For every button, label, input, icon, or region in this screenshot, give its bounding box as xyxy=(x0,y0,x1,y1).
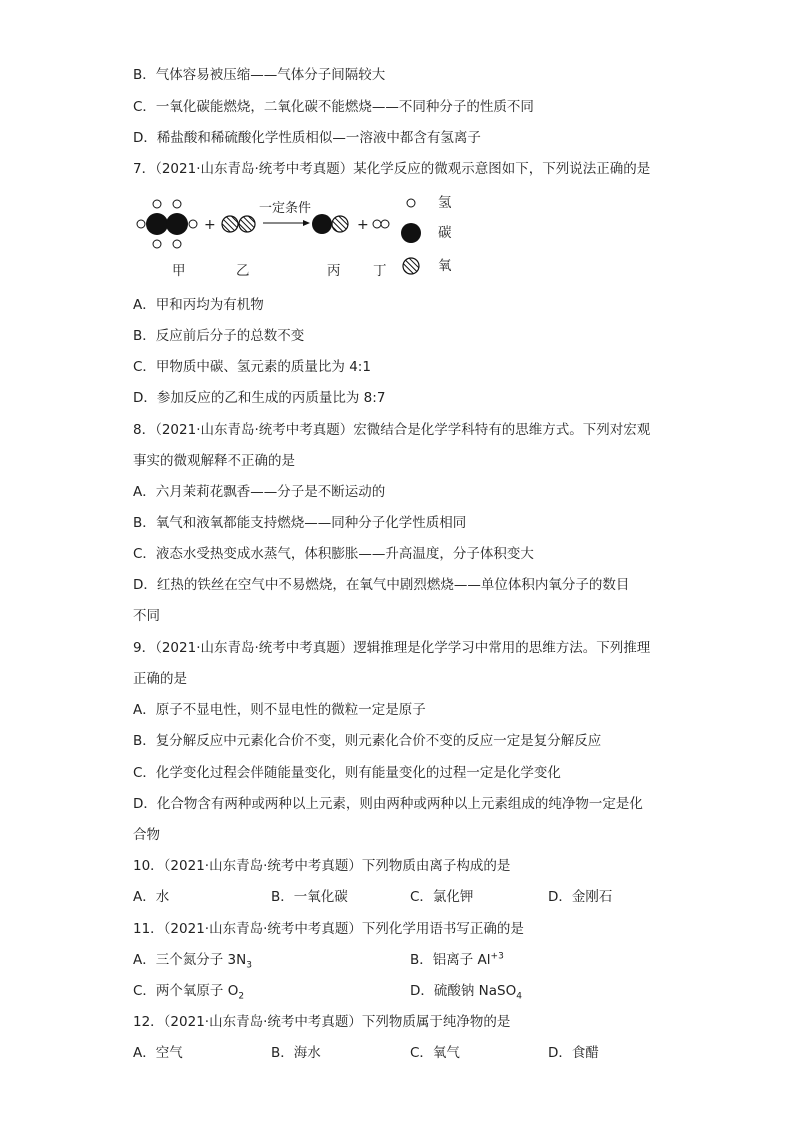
legend-hydrogen-icon xyxy=(407,199,415,207)
q11-option-a-text: A．三个氮分子 3N xyxy=(133,952,247,968)
legend-oxygen-icon xyxy=(403,258,419,274)
label-ding: 丁 xyxy=(373,263,387,279)
q9-option-d: D．化合物含有两种或两种以上元素，则由两种或两种以上元素组成的纯净物一定是化 xyxy=(133,796,643,812)
q7-option-a: A．甲和丙均为有机物 xyxy=(133,297,264,313)
molecule-yi xyxy=(222,216,255,232)
q8-option-a: A．六月茉莉花飘香——分子是不断运动的 xyxy=(133,484,386,500)
q7-option-b: B．反应前后分子的总数不变 xyxy=(133,328,305,344)
q7-option-d: D．参加反应的乙和生成的丙质量比为 8:7 xyxy=(133,390,386,406)
legend-hydrogen-label: 氢 xyxy=(438,195,452,211)
q10-option-a: A．水 xyxy=(133,889,170,905)
q11-stem: 11．（2021·山东青岛·统考中考真题）下列化学用语书写正确的是 xyxy=(133,921,524,937)
q11-option-b-sup: +3 xyxy=(490,951,504,962)
legend-carbon-icon xyxy=(401,223,421,243)
q7-stem: 7．（2021·山东青岛·统考中考真题）某化学反应的微观示意图如下，下列说法正确的是 xyxy=(133,161,651,177)
q10-option-c: C．氯化钾 xyxy=(410,889,474,905)
q11-option-c xyxy=(133,982,244,1000)
arrow-head-icon xyxy=(303,220,310,226)
q6-option-d: D．稀盐酸和稀硫酸化学性质相似—一溶液中都含有氢离子 xyxy=(133,130,481,146)
reaction-condition: 一定条件 xyxy=(259,201,312,216)
q10-stem: 10．（2021·山东青岛·统考中考真题）下列物质由离子构成的是 xyxy=(133,858,511,874)
q11-option-c-text: C．两个氧原子 O xyxy=(133,983,239,999)
q11-option-a-sub: 3 xyxy=(246,960,252,971)
q8-stem-line1: 8．（2021·山东青岛·统考中考真题）宏微结合是化学学科特有的思维方式。下列对宏观 xyxy=(133,422,651,438)
q9-option-c: C．化学变化过程会伴随能量变化，则有能量变化的过程一定是化学变化 xyxy=(133,765,561,781)
q10-option-b: B．一氧化碳 xyxy=(271,889,348,905)
q9-option-a: A．原子不显电性，则不显电性的微粒一定是原子 xyxy=(133,702,426,718)
q8-option-d: D．红热的铁丝在空气中不易燃烧，在氧气中剧烈燃烧——单位体积内氧分子的数目 xyxy=(133,577,630,593)
q12-option-c: C．氧气 xyxy=(410,1045,460,1061)
label-yi: 乙 xyxy=(236,263,250,279)
q7-option-c: C．甲物质中碳、氢元素的质量比为 4:1 xyxy=(133,359,371,375)
molecule-bing xyxy=(312,214,348,234)
q8-option-c: C．液态水受热变成水蒸气，体积膨胀——升高温度，分子体积变大 xyxy=(133,546,534,562)
q11-option-b xyxy=(410,951,504,969)
label-jia: 甲 xyxy=(172,263,186,279)
q6-option-b: B．气体容易被压缩——气体分子间隔较大 xyxy=(133,67,386,83)
q11-option-b-text: B．铝离子 Al xyxy=(410,952,491,968)
plus-sign-1: + xyxy=(204,217,216,233)
q9-stem-line2: 正确的是 xyxy=(133,671,187,687)
q12-option-d: D．食醋 xyxy=(548,1045,599,1061)
legend-carbon-label: 碳 xyxy=(438,225,452,241)
q10-option-d: D．金刚石 xyxy=(548,889,613,905)
molecule-ding xyxy=(373,220,389,228)
plus-sign-2: + xyxy=(357,217,369,233)
q8-option-b: B．氧气和液氧都能支持燃烧——同种分子化学性质相同 xyxy=(133,515,467,531)
q6-option-c: C．一氧化碳能燃烧，二氧化碳不能燃烧——不同种分子的性质不同 xyxy=(133,99,534,115)
q9-stem-line1: 9．（2021·山东青岛·统考中考真题）逻辑推理是化学学习中常用的思维方法。下列推理 xyxy=(133,640,651,656)
q12-option-b: B．海水 xyxy=(271,1045,321,1061)
q11-option-d xyxy=(410,982,522,1000)
q12-stem: 12．（2021·山东青岛·统考中考真题）下列物质属于纯净物的是 xyxy=(133,1014,511,1030)
q12-option-a: A．空气 xyxy=(133,1045,183,1061)
q8-stem-line2: 事实的微观解释不正确的是 xyxy=(133,453,295,469)
q11-option-c-sub: 2 xyxy=(238,991,245,1002)
q8-option-d-cont: 不同 xyxy=(133,608,160,624)
label-bing: 丙 xyxy=(327,263,341,279)
q9-option-d-cont: 合物 xyxy=(133,827,160,843)
molecule-jia xyxy=(137,200,197,248)
q9-option-b: B．复分解反应中元素化合价不变，则元素化合价不变的反应一定是复分解反应 xyxy=(133,733,602,749)
legend-oxygen-label: 氧 xyxy=(438,258,452,274)
q11-option-a xyxy=(133,951,252,969)
q11-option-d-sub: 4 xyxy=(516,991,522,1002)
q11-option-d-text: D．硫酸钠 NaSO xyxy=(410,983,517,999)
